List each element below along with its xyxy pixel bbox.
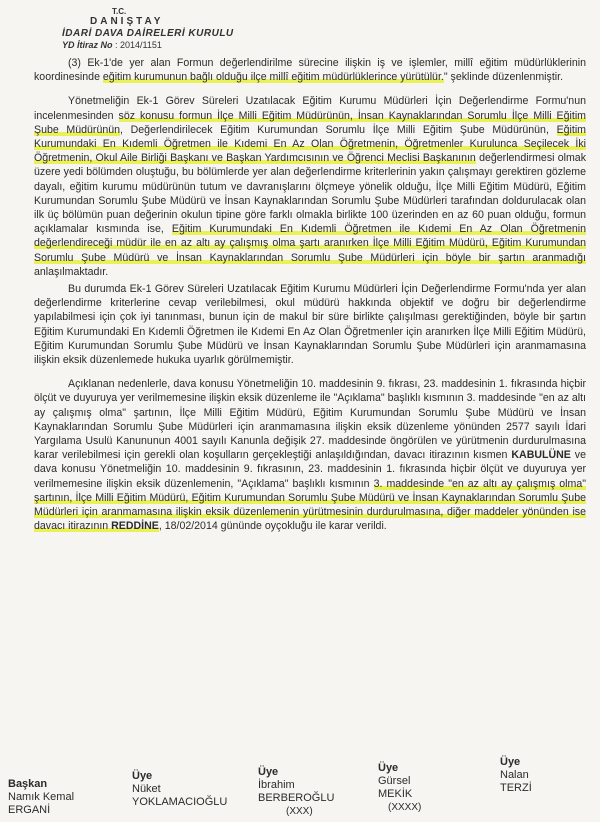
signature-member-4: Üye Nalan TERZİ bbox=[500, 756, 532, 794]
highlighted-text: Eğitim Kurumundaki En Kıdemli Öğretmen ile Kıdemi En Az Olan Öğretmenin, Öğretmenler Kurulunca Seçilecek İki Öğretmenin, Okul Aile Birliği Başkanı ve Başkan Yardımcısının ve Öğrenci Meclisi Başkanının bbox=[34, 123, 586, 165]
header-organization: DANIŞTAY bbox=[90, 16, 164, 27]
paragraph-text: KABULÜNE bbox=[511, 449, 571, 462]
signature-member-3: Üye Gürsel MEKİK (XXXX) bbox=[378, 762, 422, 813]
paragraph-text: , 18/02/2014 gününde oyçokluğu ile karar verildi. bbox=[158, 520, 387, 533]
paragraph-text: ve dava konusu Yönetmeliğin 10. maddesinin 9. fıkrasının, 23. maddesinin 1. fıkrasında hiçbir ölçüt ve duyuruya yer verilmemesine ilişkin eksik düzenlemenin, "Açıklama" başlıklı kısmının bbox=[34, 449, 586, 490]
paragraph-text: Bu durumda Ek-1 Görev Süreleri Uzatılacak Eğitim Kurumu Müdürleri İçin Değerlendirme Formu'nda yer alan değerlendirme kriterlerine cevap verilebilmesi, okul müdürü hakkında objektif ve doğru bir değerlendirme yapılabilmesi için çok iyi tanınması, bunun için de makul bir süre birlikte çalışılması gerektiğinden, böyle bir şartın Eğitim Kurumundaki En Kıdemli Öğretmen ile Kıdemi En Az Olan Öğretmenler için aranırken İlçe Milli Eğitim Müdürü, Eğitim Kurumundan Sorumlu Şube Müdürü ve İnsan Kaynaklarından Sorumlu Şube Müdürleri için aranmamasına ilişkin eksik düzenlemede hukuka uyarlık görülmemiştir. bbox=[34, 283, 586, 367]
signature-member-2: Üye İbrahim BERBEROĞLU (XXX) bbox=[258, 766, 335, 817]
header-tc: T.C. bbox=[112, 7, 127, 16]
highlighted-text: Eğitim Kurumundaki En Kıdemli Öğretmen ile Kıdemi En Az Olan Öğretmenin değerlendireceği müdür ile en az altı ay çalışmış olma şartı aranırken İlçe Milli Eğitim Müdürü, Eğitim Kurumundan Sorumlu Şube Müdürü ve İnsan Kaynaklarından Sorumlu Şube Müdürleri için böyle bir şartın aranmadığı bbox=[34, 223, 586, 264]
paragraph-text: değerlendirmesi olmak üzere yedi bölümden oluştuğu, bu bölümlerde yer alan değerlendirme kriterlerinin yakın çalışmayı gerektiren gözleme dayalı, eğitim kurumu müdürünün tutum ve davranışlarını ölçmeye yönelik olduğu, İlçe Milli Eğitim Müdürü, Eğitim Kurumundan Sorumlu Şube Müdürü ve İnsan Kaynaklarından Sorumlu Şube Müdürleri tarafından doldurulacak olan ilk üç bölümün puan değerinin okulun tipine göre farklı olmakla birlikte 100 üzerinden en az 60 puan olduğu, formun açıklamalar kısmında ise, bbox=[34, 152, 586, 236]
highlighted-text: REDDİNE bbox=[111, 520, 159, 533]
body-paragraph bbox=[34, 94, 586, 279]
header-unit: İDARİ DAVA DAİRELERİ KURULU bbox=[62, 28, 234, 39]
paragraph-text: " şeklinde düzenlenmiştir. bbox=[443, 71, 564, 84]
highlighted-text: eğitim kurumunun bağlı olduğu ilçe millî eğitim müdürlüklerince yürütülür. bbox=[102, 71, 444, 84]
body-paragraph bbox=[34, 282, 586, 367]
header-case-number: YD İtiraz No : 2014/1151 bbox=[62, 40, 162, 50]
paragraph-text: , Değerlendirilecek Eğitim Kurumundan Sorumlu İlçe Milli Eğitim Şube Müdürünün, bbox=[120, 123, 557, 136]
highlighted-text: söz konusu formun İlçe Milli Eğitim Müdürünün, İnsan Kaynaklarından Sorumlu İlçe Milli Eğitim Şube Müdürünün bbox=[34, 109, 586, 136]
paragraph-text: (3) Ek-1'de yer alan Formun değerlendirilme sürecine ilişkin iş ve işlemler, millî eğitim müdürlüklerinin koordinesinde bbox=[34, 57, 586, 84]
body-paragraph bbox=[34, 56, 586, 84]
signature-chair: Başkan Namık Kemal ERGANİ bbox=[8, 778, 75, 816]
body-paragraph bbox=[34, 377, 586, 533]
document-body bbox=[34, 56, 586, 537]
highlighted-text: 3. maddesinde "en az altı ay çalışmış olma" şartının, İlçe Milli Eğitim Müdürü, Eğitim Kurumundan Sorumlu Şube Müdürü ve İnsan Kaynaklarından Sorumlu Şube Müdürleri için aranmamasına ilişkin eksik düzenlemenin yürütmesinin durdurulmasına, diğer maddeler yönünden ise davacı itirazının bbox=[34, 477, 586, 533]
signature-member-1: Üye Nüket YOKLAMACIOĞLU bbox=[132, 770, 228, 808]
paragraph-text: anlaşılmaktadır. bbox=[34, 265, 109, 278]
paragraph-text: Açıklanan nedenlerle, dava konusu Yönetmeliğin 10. maddesinin 9. fıkrası, 23. maddesinin 1. fıkrasında hiçbir ölçüt ve duyuruya yer verilmemesine ilişkin eksik düzenleme ile "Açıklama" başlıklı kısmının 3. maddesinde "en az altı ay çalışmış olma" şartının, İlçe Milli Eğitim Müdürü, Eğitim Kurumundan Sorumlu Şube Müdürü ve İnsan Kaynaklarından Sorumlu Şube Müdürleri için aranmamasına ilişkin eksik düzenleme yönünden 2577 sayılı İdari Yargılama Usulü Kanununun 4001 sayılı Kanunla değişik 27. maddesinde öngörülen ve yürütmenin durdurulmasına karar verilebilmesi için gerekli olan koşulların gerçekleştiği anlaşıldığından, davacı itirazının kısmen bbox=[34, 378, 586, 462]
paragraph-text: Yönetmeliğin Ek-1 Görev Süreleri Uzatılacak Eğitim Kurumu Müdürleri İçin Değerlendirme Formu'nun incelenmesinden bbox=[34, 95, 586, 122]
